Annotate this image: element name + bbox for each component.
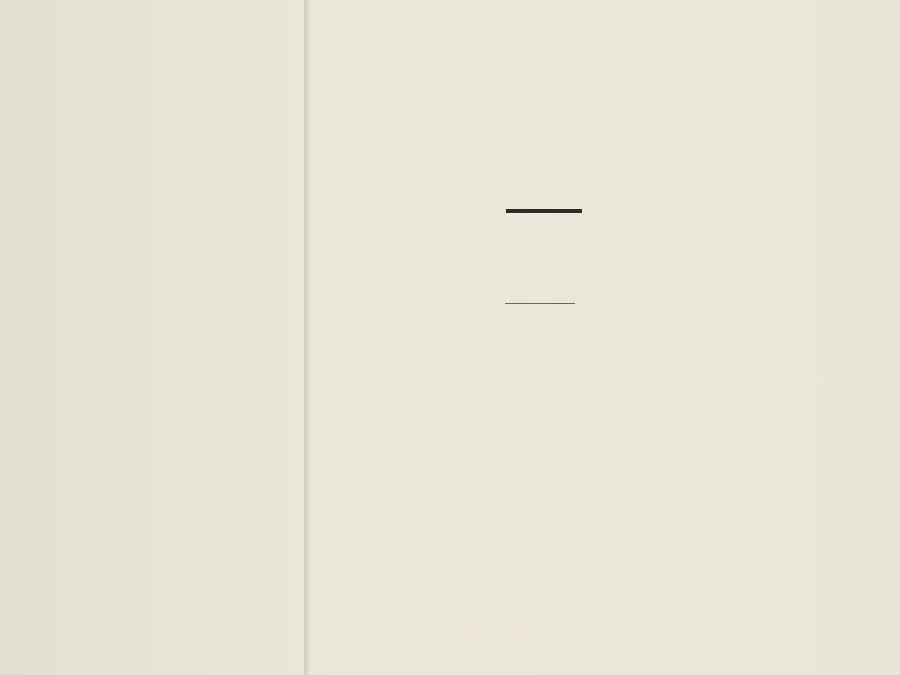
section-divider	[506, 209, 582, 213]
heading-underline	[505, 303, 575, 304]
left-column	[0, 0, 300, 675]
right-column	[310, 0, 900, 675]
